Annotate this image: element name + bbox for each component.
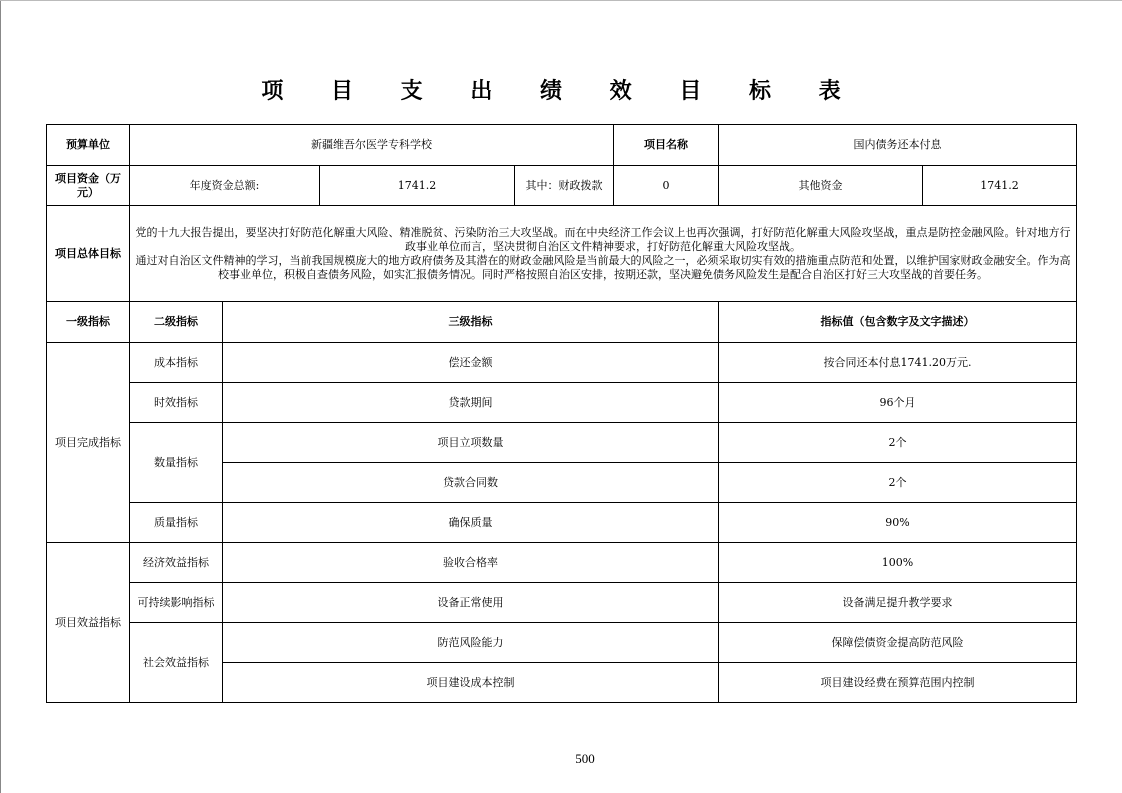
value-risk-prevention: 保障偿债资金提高防范风险 [719, 623, 1077, 663]
level1-benefit: 项目效益指标 [47, 543, 130, 703]
level2-cost: 成本指标 [130, 343, 223, 383]
indicator-row [47, 583, 1077, 623]
performance-goal-table [46, 124, 1077, 703]
budget-unit-label: 预算单位 [47, 125, 130, 166]
level3-acceptance-rate: 验收合格率 [223, 543, 719, 583]
indicator-row [47, 623, 1077, 663]
level2-quantity: 数量指标 [130, 423, 223, 503]
level2-economic: 经济效益指标 [130, 543, 223, 583]
value-equipment-usage: 设备满足提升教学要求 [719, 583, 1077, 623]
value-project-count: 2个 [719, 423, 1077, 463]
level2-timeliness: 时效指标 [130, 383, 223, 423]
level3-repayment-amount: 偿还金额 [223, 343, 719, 383]
overall-goal-label: 项目总体目标 [47, 206, 130, 302]
goal-paragraph-2: 通过对自治区文件精神的学习，当前我国规模庞大的地方政府债务及其潜在的财政金融风险是当前最大的风险之一，必须采取切实有效的措施重点防范和处置，以维护国家财政金融安全。作为高校事业单位，积极自查债务风险，如实汇报债务情况。同时严格按照自治区安排，按期还款，坚决避免债务风险发生是配合自治区打好三大攻坚战的首要任务。 [135, 253, 1071, 281]
value-loan-period: 96个月 [719, 383, 1077, 423]
overall-goal-text [130, 206, 1077, 302]
value-acceptance-rate: 100% [719, 543, 1077, 583]
budget-unit-value: 新疆维吾尔医学专科学校 [130, 125, 614, 166]
level1-header: 一级指标 [47, 302, 130, 343]
value-quality-assurance: 90% [719, 503, 1077, 543]
level3-loan-period: 贷款期间 [223, 383, 719, 423]
fiscal-funding-value: 0 [614, 166, 719, 206]
level3-equipment-usage: 设备正常使用 [223, 583, 719, 623]
project-name-value: 国内债务还本付息 [719, 125, 1077, 166]
indicator-row [47, 543, 1077, 583]
other-funding-value: 1741.2 [923, 166, 1077, 206]
level2-social: 社会效益指标 [130, 623, 223, 703]
indicator-row [47, 503, 1077, 543]
indicator-row [47, 423, 1077, 463]
total-funding-label: 年度资金总额: [130, 166, 320, 206]
level3-risk-prevention: 防范风险能力 [223, 623, 719, 663]
funding-label: 项目资金（万元） [47, 166, 130, 206]
level3-cost-control: 项目建设成本控制 [223, 663, 719, 703]
project-name-label: 项目名称 [614, 125, 719, 166]
value-contract-count: 2个 [719, 463, 1077, 503]
page-title: 项 目 支 出 绩 效 目 标 表 [261, 79, 861, 104]
funding-row [47, 166, 1077, 206]
page-edge-top [0, 0, 1122, 1]
level2-header: 二级指标 [130, 302, 223, 343]
overall-goal-row [47, 206, 1077, 302]
level1-completion: 项目完成指标 [47, 343, 130, 543]
level2-quality: 质量指标 [130, 503, 223, 543]
level3-project-count: 项目立项数量 [223, 423, 719, 463]
level3-contract-count: 贷款合同数 [223, 463, 719, 503]
level3-quality-assurance: 确保质量 [223, 503, 719, 543]
indicator-row [47, 343, 1077, 383]
page-number: 500 [575, 751, 595, 766]
goal-paragraph-1: 党的十九大报告提出，要坚决打好防范化解重大风险、精准脱贫、污染防治三大攻坚战。而在中央经济工作会议上也再次强调，打好防范化解重大风险攻坚战，重点是防控金融风险。针对地方行政事业单位而言，坚决贯彻自治区文件精神要求，打好防范化解重大风险攻坚战。 [135, 225, 1071, 253]
indicator-row [47, 383, 1077, 423]
value-repayment-amount: 按合同还本付息1741.20万元. [719, 343, 1077, 383]
other-funding-label: 其他资金 [719, 166, 923, 206]
indicator-header-row [47, 302, 1077, 343]
level3-header: 三级指标 [223, 302, 719, 343]
table-body [47, 125, 1077, 703]
fiscal-funding-label: 其中：财政拨款 [515, 166, 614, 206]
value-cost-control: 项目建设经费在预算范围内控制 [719, 663, 1077, 703]
page-edge-left [0, 0, 1, 793]
indicator-value-header: 指标值（包含数字及文字描述） [719, 302, 1077, 343]
level2-sustainability: 可持续影响指标 [130, 583, 223, 623]
budget-unit-row [47, 125, 1077, 166]
total-funding-value: 1741.2 [320, 166, 515, 206]
